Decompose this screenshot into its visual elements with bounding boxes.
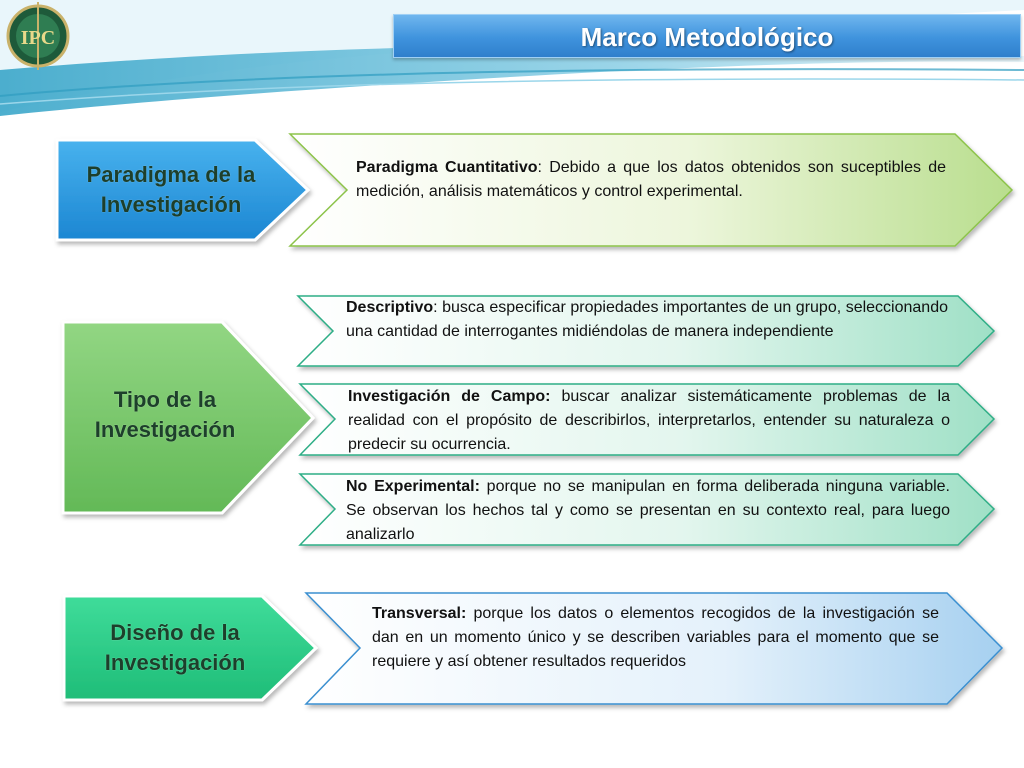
- item-text: porque no se manipulan en forma deliberada ninguna variable. Se observan los hechos tal y como se presentan en su contexto real, para luego analizarlo: [346, 478, 950, 543]
- item-text: busca especificar propiedades importantes de un grupo, seleccionando una cantidad de interrogantes midiéndolas de manera independiente: [346, 299, 948, 340]
- diseno-label: Diseño de la Investigación: [104, 620, 246, 675]
- item-term: Investigación de Campo:: [348, 388, 551, 405]
- campo-description: [348, 385, 950, 457]
- item-term: Paradigma Cuantitativo: [356, 159, 538, 176]
- no-experimental-description: [346, 475, 950, 547]
- tipo-label: Tipo de la Investigación: [94, 387, 236, 442]
- svg-text:IPC: IPC: [20, 27, 56, 49]
- item-term: No Experimental:: [346, 478, 480, 495]
- paradigma-description: [356, 156, 946, 204]
- page-title: Marco Metodológico: [580, 22, 834, 52]
- item-text: porque los datos o elementos recogidos de la investigación se dan en un momento único y se describen variables para el momento que se requiere y así obtener resultados requeridos: [372, 605, 939, 670]
- item-term: Descriptivo: [346, 299, 434, 316]
- descriptivo-description: [346, 296, 948, 344]
- transversal-description: [372, 602, 939, 674]
- item-text: Debido a que los datos obtenidos son suceptibles de medición, análisis matemáticos y control experimental.: [356, 159, 946, 200]
- item-separator: :: [433, 299, 438, 316]
- paradigma-label: Paradigma de la Investigación: [86, 162, 256, 217]
- item-text: buscar analizar sistemáticamente problemas de la realidad con el propósito de describirlos, interpretarlos, entender su naturaleza o predecir su ocurrencia.: [348, 388, 950, 453]
- item-separator: :: [537, 159, 542, 176]
- item-term: Transversal:: [372, 605, 467, 622]
